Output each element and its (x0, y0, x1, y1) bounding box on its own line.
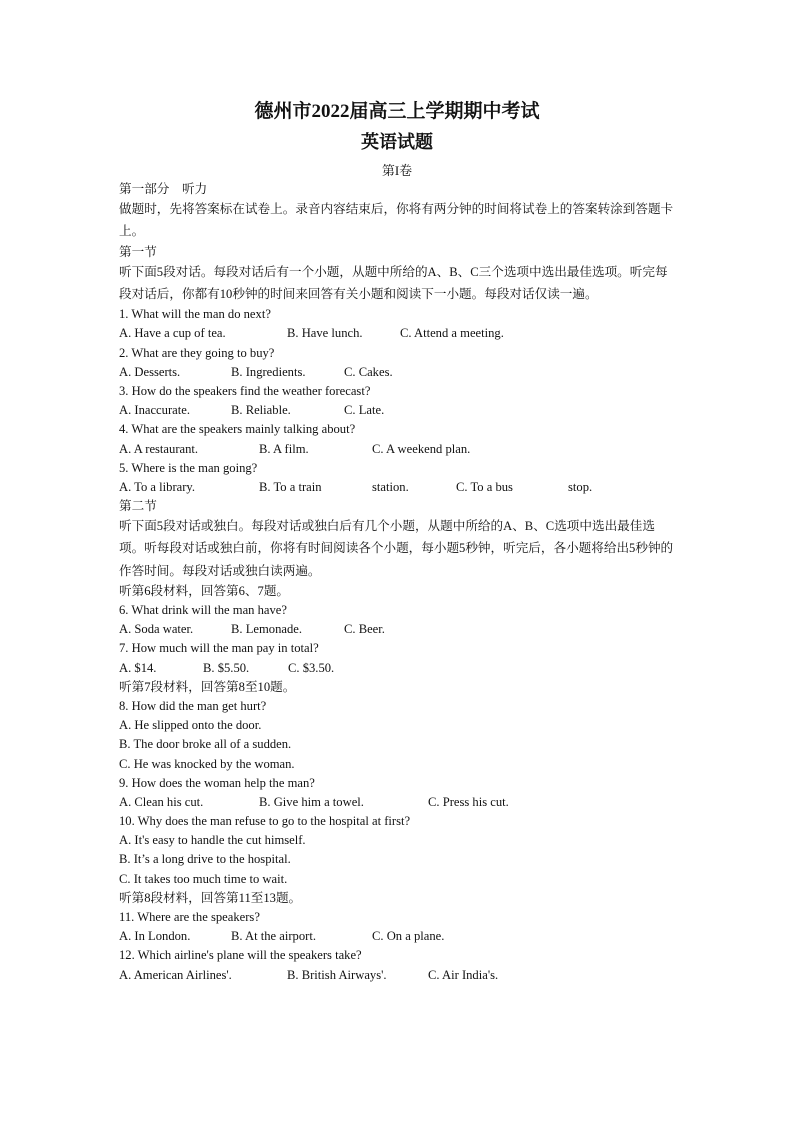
option-b: B. $5.50. (203, 660, 250, 675)
section1-instruction: 听下面5段对话。每段对话后有一个小题，从题中所给的A、B、C三个选项中选出最佳选项。听完每段对话后，你都有10秒钟的时间来回答有关小题和阅读下一小题。每段对话仅读一遍。 (119, 264, 668, 301)
option-c: C. Late. (344, 403, 385, 418)
question-12: 12. Which airline's plane will the speakers take? (119, 948, 362, 963)
question-11: 11. Where are the speakers? (119, 910, 260, 925)
volume-label: 第I卷 (381, 163, 413, 178)
part1-heading: 第一部分 听力 (119, 182, 208, 196)
question-10-option-b: B. It’s a long drive to the hospital. (119, 852, 291, 867)
question-6: 6. What drink will the man have? (119, 603, 287, 618)
option-c: C. Press his cut. (428, 794, 509, 809)
question-8-option-b: B. The door broke all of a sudden. (119, 737, 292, 752)
option-a: A. American Airlines'. (119, 967, 232, 982)
question-6-options (119, 620, 675, 639)
question-5-options (119, 478, 675, 497)
question-3-options (119, 401, 675, 420)
option-a: A. Soda water. (119, 622, 194, 637)
option-b: B. To a train (259, 479, 322, 494)
material-8-note: 听第8段材料，回答第11至13题。 (119, 890, 302, 905)
option-b: B. Give him a towel. (259, 794, 364, 809)
question-8-option-c: C. He was knocked by the woman. (119, 756, 295, 771)
question-12-options (119, 966, 675, 985)
option-b-continued: station. (372, 479, 409, 494)
option-c-continued: stop. (568, 479, 593, 494)
option-a: A. Clean his cut. (119, 794, 204, 809)
question-4-options (119, 440, 675, 459)
question-8: 8. How did the man get hurt? (119, 698, 267, 713)
question-7-options (119, 659, 675, 678)
question-3: 3. How do the speakers find the weather forecast? (119, 383, 371, 398)
section1-heading: 第一节 (119, 244, 157, 259)
question-5: 5. Where is the man going? (119, 460, 258, 475)
question-11-options (119, 927, 675, 946)
option-a: A. A restaurant. (119, 441, 199, 456)
option-c: C. Attend a meeting. (400, 326, 504, 341)
option-a: A. Desserts. (119, 364, 181, 379)
material-7-note: 听第7段材料，回答第8至10题。 (119, 679, 296, 694)
section2-instruction: 听下面5段对话或独白。每段对话或独白后有几个小题，从题中所给的A、B、C选项中选出最佳选项。听每段对话或独白前，你将有时间阅读各个小题，每小题5秒钟，听完后，各小题将给出5秒钟的作答时间。每段对话或独白读两遍。 (119, 519, 674, 578)
question-9: 9. How does the woman help the man? (119, 775, 315, 790)
question-9-options (119, 793, 675, 812)
question-4: 4. What are the speakers mainly talking about? (119, 422, 356, 437)
option-c: C. A weekend plan. (372, 441, 471, 456)
exam-subtitle: 英语试题 (361, 132, 433, 152)
option-c: C. $3.50. (288, 660, 335, 675)
option-c: C. To a bus (456, 479, 513, 494)
question-10: 10. Why does the man refuse to go to the hospital at first? (119, 814, 411, 829)
question-10-option-a: A. It's easy to handle the cut himself. (119, 833, 306, 848)
option-a: A. $14. (119, 660, 157, 675)
exam-title: 德州市2022届高三上学期期中考试 (254, 101, 540, 122)
option-a: A. To a library. (119, 479, 196, 494)
option-c: C. On a plane. (372, 929, 445, 944)
question-7: 7. How much will the man pay in total? (119, 641, 319, 656)
question-2-options (119, 363, 675, 382)
question-10-option-c: C. It takes too much time to wait. (119, 871, 288, 886)
option-a: A. Have a cup of tea. (119, 326, 226, 341)
section2-heading: 第二节 (119, 499, 157, 514)
option-b: B. A film. (259, 441, 309, 456)
part1-instruction: 做题时，先将答案标在试卷上。录音内容结束后，你将有两分钟的时间将试卷上的答案转涂到答题卡上。 (119, 202, 674, 239)
option-b: B. British Airways'. (287, 967, 387, 982)
question-8-option-a: A. He slipped onto the door. (119, 718, 262, 733)
option-c: C. Beer. (344, 622, 385, 637)
option-b: B. Reliable. (231, 403, 291, 418)
question-1-options (119, 324, 675, 343)
question-1: 1. What will the man do next? (119, 307, 271, 322)
option-b: B. Have lunch. (287, 326, 363, 341)
material-6-note: 听第6段材料，回答第6、7题。 (119, 583, 290, 598)
option-b: B. At the airport. (231, 929, 316, 944)
option-b: B. Lemonade. (231, 622, 302, 637)
exam-content (119, 180, 675, 985)
option-c: C. Air India's. (428, 967, 499, 982)
option-c: C. Cakes. (344, 364, 393, 379)
option-a: A. Inaccurate. (119, 403, 190, 418)
question-2: 2. What are they going to buy? (119, 345, 275, 360)
option-a: A. In London. (119, 929, 191, 944)
option-b: B. Ingredients. (231, 364, 306, 379)
